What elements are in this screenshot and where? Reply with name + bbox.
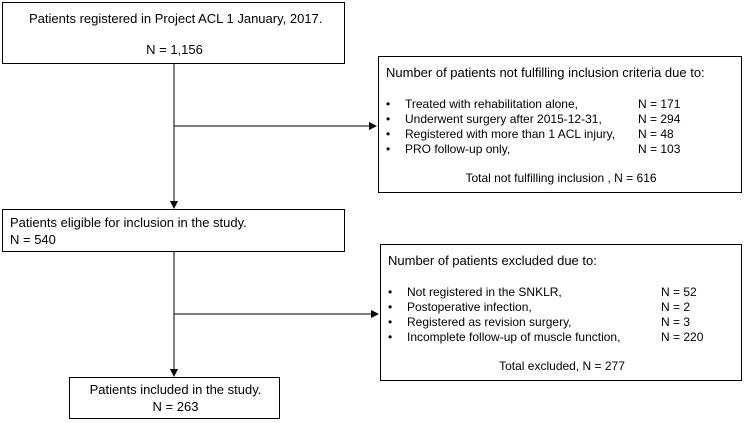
reason-label: Registered with more than 1 ACL injury, [405, 127, 616, 141]
reason-count: N = 220 [661, 330, 704, 344]
reason-label: Treated with rehabilitation alone, [405, 97, 578, 111]
list-item [388, 300, 738, 315]
list-item [388, 330, 738, 345]
list-item [388, 285, 738, 300]
not-fulfilling-title: Number of patients not fulfilling inclusion criteria due to: [386, 65, 705, 80]
excluded-box [380, 244, 742, 381]
reason-label: Underwent surgery after 2015-12-31, [405, 112, 602, 126]
reason-label: PRO follow-up only, [405, 142, 511, 156]
list-item [386, 142, 736, 157]
not-fulfilling-box [378, 56, 742, 193]
bullet-icon: • [386, 97, 391, 111]
reason-label: Incomplete follow-up of muscle function, [407, 330, 621, 344]
not-fulfilling-list [386, 97, 736, 157]
bullet-icon: • [388, 285, 393, 299]
excluded-total: Total excluded, N = 277 [499, 359, 625, 373]
not-fulfilling-total: Total not fulfilling inclusion , N = 616 [465, 171, 657, 185]
included-box [69, 377, 280, 419]
reason-count: N = 48 [638, 127, 674, 141]
list-item [388, 315, 738, 330]
bullet-icon: • [386, 142, 391, 156]
bullet-icon: • [388, 330, 393, 344]
list-item [386, 127, 736, 142]
reason-label: Postoperative infection, [407, 300, 532, 314]
reason-count: N = 294 [638, 112, 681, 126]
included-title: Patients included in the study. [89, 382, 262, 397]
reason-count: N = 103 [638, 142, 681, 156]
registered-title: Patients registered in Project ACL 1 January, 2017. [29, 11, 323, 26]
registered-count: N = 1,156 [146, 42, 203, 57]
reason-count: N = 171 [638, 97, 681, 111]
excluded-list [388, 285, 738, 345]
eligible-box [2, 209, 345, 252]
bullet-icon: • [388, 300, 393, 314]
list-item [386, 112, 736, 127]
excluded-title: Number of patients excluded due to: [388, 253, 597, 268]
bullet-icon: • [386, 112, 391, 126]
reason-count: N = 3 [661, 315, 691, 329]
reason-count: N = 2 [661, 300, 691, 314]
registered-box [2, 2, 345, 64]
included-count: N = 263 [152, 399, 199, 414]
list-item [386, 97, 736, 112]
reason-label: Not registered in the SNKLR, [407, 285, 562, 299]
eligible-count: N = 540 [10, 232, 56, 247]
reason-label: Registered as revision surgery, [407, 315, 572, 329]
eligible-title: Patients eligible for inclusion in the study. [10, 215, 247, 230]
bullet-icon: • [388, 315, 393, 329]
bullet-icon: • [386, 127, 391, 141]
reason-count: N = 52 [661, 285, 697, 299]
